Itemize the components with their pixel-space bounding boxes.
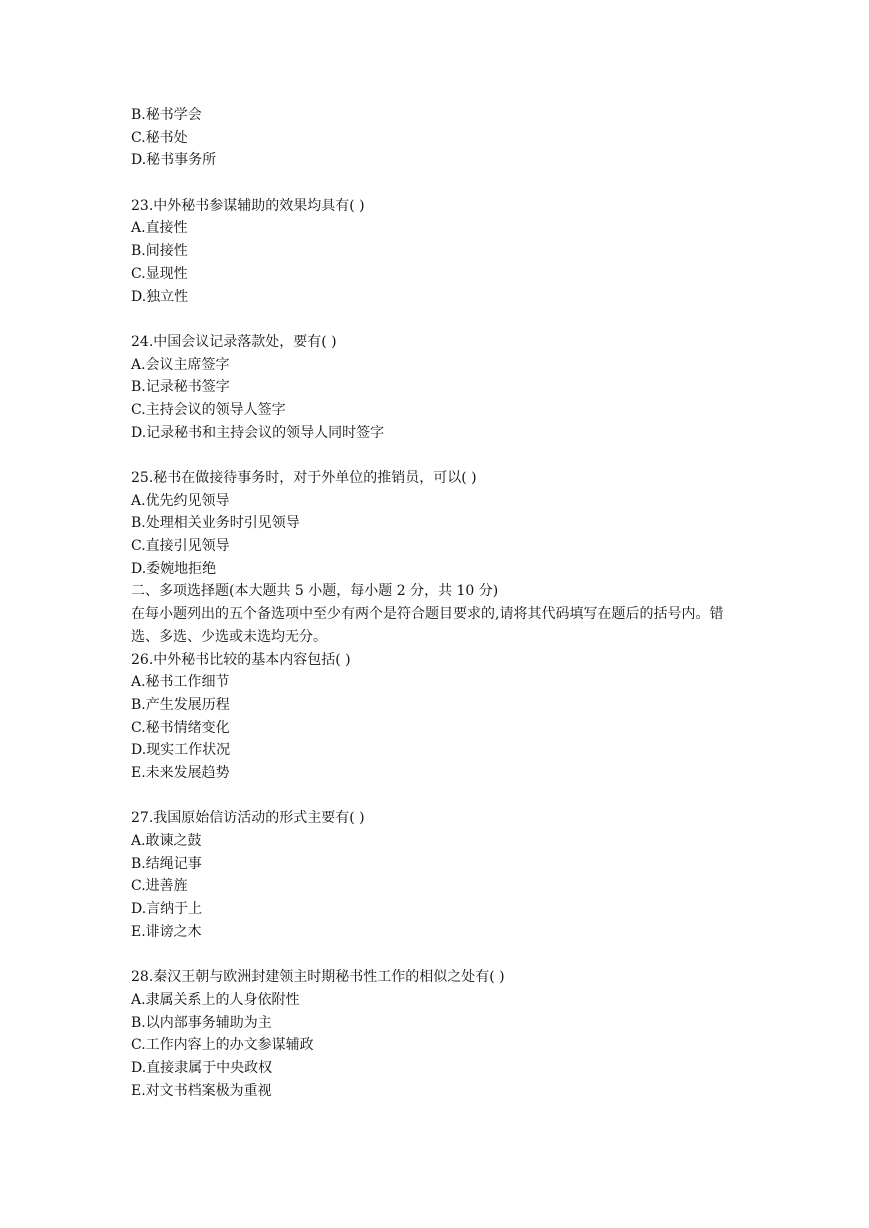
option-c: C.直接引见领导 xyxy=(131,538,230,555)
option-b: B.记录秘书签字 xyxy=(131,379,230,396)
question-22-options-continued xyxy=(131,104,751,172)
spacer xyxy=(131,943,751,966)
question-stem: 24.中国会议记录落款处，要有( ) xyxy=(131,333,337,350)
question-stem: 25.秘书在做接待事务时，对于外单位的推销员，可以( ) xyxy=(131,470,477,486)
question-28 xyxy=(131,966,751,1102)
option-e: E.未来发展趋势 xyxy=(131,764,230,781)
section-instruction: 在每小题列出的五个备选项中至少有两个是符合题目要求的,请将其代码填写在题后的括号内。错选、多选、少选或未选均无分。 xyxy=(131,606,724,645)
question-24 xyxy=(131,331,751,444)
option-d: D.记录秘书和主持会议的领导人同时签字 xyxy=(131,424,385,441)
option-a: A.秘书工作细节 xyxy=(131,674,230,691)
question-25 xyxy=(131,467,751,580)
spacer xyxy=(131,444,751,467)
option-b: B.结绳记事 xyxy=(131,855,202,872)
question-stem: 27.我国原始信访活动的形式主要有( ) xyxy=(131,810,365,827)
option-d: D.秘书事务所 xyxy=(131,152,217,169)
section-heading: 二、多项选择题(本大题共 5 小题，每小题 2 分，共 10 分) xyxy=(131,583,499,600)
option-e: E.对文书档案极为重视 xyxy=(131,1082,272,1099)
option-a: A.会议主席签字 xyxy=(131,356,230,373)
question-27 xyxy=(131,807,751,943)
option-d: D.现实工作状况 xyxy=(131,742,231,759)
option-a: A.直接性 xyxy=(131,220,188,237)
exam-page xyxy=(131,104,751,1102)
option-b: B.产生发展历程 xyxy=(131,696,230,713)
section-2-header xyxy=(131,580,751,648)
spacer xyxy=(131,308,751,331)
option-c: C.工作内容上的办文参谋辅政 xyxy=(131,1037,314,1054)
question-26 xyxy=(131,649,751,785)
question-stem: 26.中外秘书比较的基本内容包括( ) xyxy=(131,651,351,668)
option-c: C.显现性 xyxy=(131,265,188,282)
option-a: A.优先约见领导 xyxy=(131,492,230,509)
option-c: C.主持会议的领导人签字 xyxy=(131,401,286,418)
option-a: A.敢谏之鼓 xyxy=(131,833,202,850)
option-d: D.委婉地拒绝 xyxy=(131,560,217,577)
option-d: D.独立性 xyxy=(131,288,189,305)
option-c: C.秘书情绪变化 xyxy=(131,719,230,736)
question-23 xyxy=(131,195,751,308)
option-e: E.诽谤之木 xyxy=(131,923,202,940)
option-b: B.以内部事务辅助为主 xyxy=(131,1014,272,1031)
option-a: A.隶属关系上的人身依附性 xyxy=(131,991,300,1008)
option-b: B.间接性 xyxy=(131,243,188,260)
spacer xyxy=(131,172,751,195)
option-c: C.进善旌 xyxy=(131,878,188,895)
option-d: D.言纳于上 xyxy=(131,901,203,918)
question-stem: 23.中外秘书参谋辅助的效果均具有( ) xyxy=(131,197,365,214)
spacer xyxy=(131,785,751,808)
option-b: B.处理相关业务时引见领导 xyxy=(131,515,300,532)
option-b: B.秘书学会 xyxy=(131,107,202,123)
option-c: C.秘书处 xyxy=(131,129,188,146)
option-d: D.直接隶属于中央政权 xyxy=(131,1059,273,1076)
question-stem: 28.秦汉王朝与欧洲封建领主时期秘书性工作的相似之处有( ) xyxy=(131,969,505,986)
